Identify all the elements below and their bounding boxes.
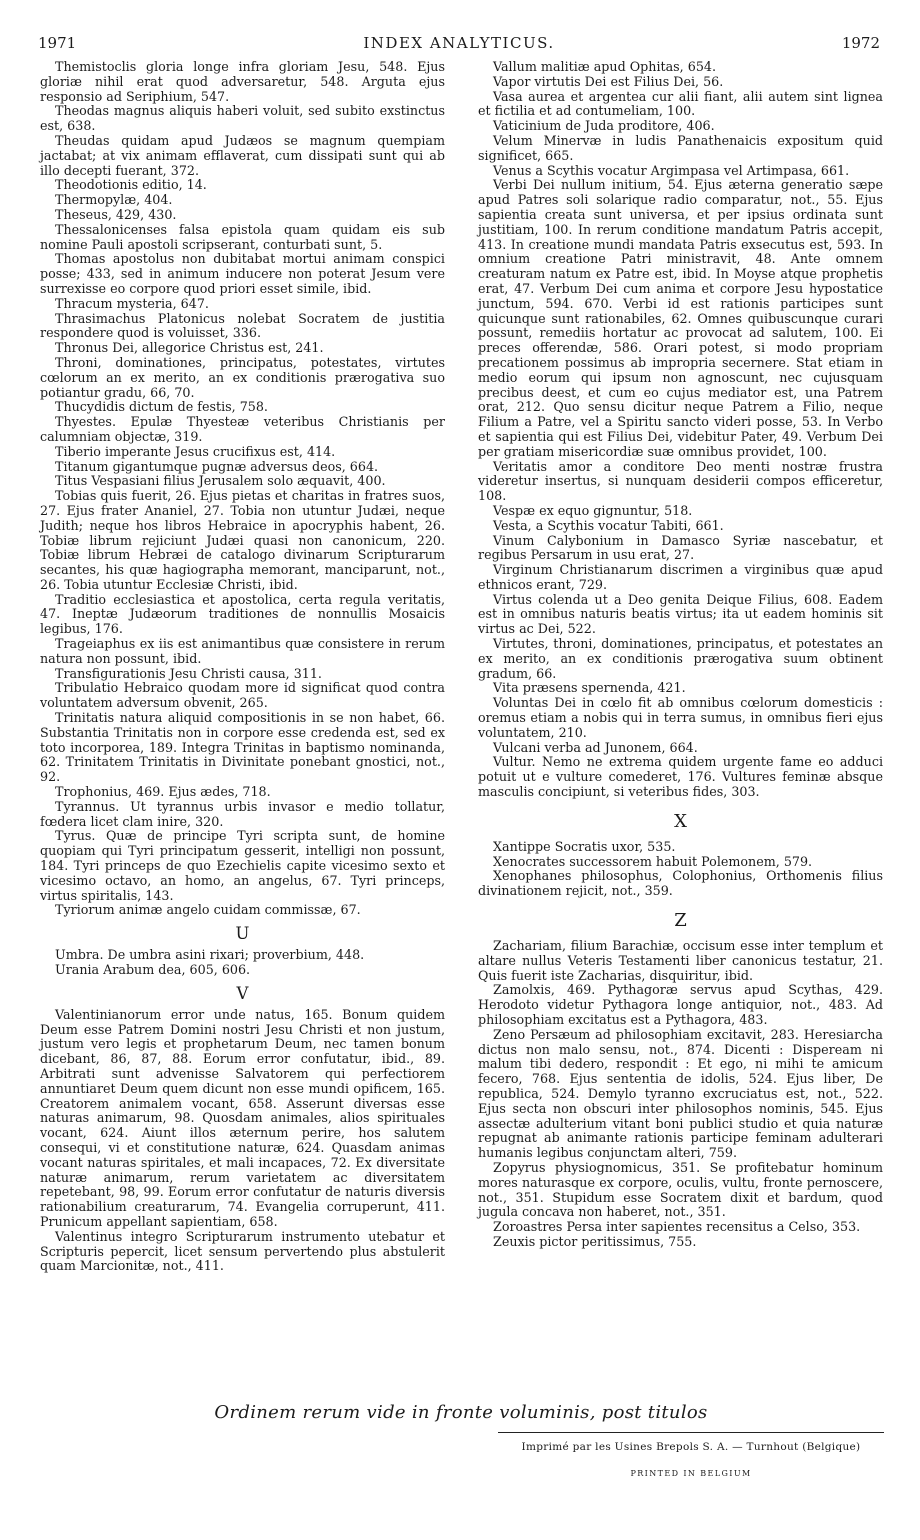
index-entry: Velum Minervæ in ludis Panathenaicis expositum quid significet, 665. [478,132,883,163]
index-entry: Vultur. Nemo ne extrema quidem urgente fame eo adduci potuit ut e vulture comederet, 176. Vultures feminæ absque masculis concipiunt, si veteribus fides, 303. [478,754,883,800]
entries-z [478,939,883,1250]
index-entry: Trinitatis natura aliquid compositionis in se non habet, 66. Substantia Trinitatis non in corpore esse credenda est, sed ex toto incorporea, 189. Integra Trinitas in baptismo nominanda, 62. Trinitatem Trinitatis in Divinitate ponebant gnostici, not., 92. [40,710,445,785]
index-entry: Vapor virtutis Dei est Filius Dei, 56. [493,73,724,89]
index-entry: Xenocrates successorem habuit Polemonem, 579. [493,853,813,869]
index-entry: Thessalonicenses falsa epistola quam quidam eis sub nomine Pauli apostoli scripserant, conturbati sunt, 5. [40,221,445,252]
index-entry: Thomas apostolus non dubitabat mortui animam conspici posse; 433, sed in animum inducere non poterat Jesum vere surrexisse eo corpore quod priori esset simile, ibid. [40,251,445,296]
section-heading-v: V [236,983,249,1003]
index-entry: Virginum Christianarum discrimen a virginibus quæ apud ethnicos erant, 729. [478,562,883,592]
index-entry: Transfigurationis Jesu Christi causa, 311. [55,665,322,681]
running-title: INDEX ANALYTICUS. [363,34,555,52]
index-entry: Zeno Persæum ad philosophiam excitavit, 283. Heresiarcha dictus non malo sensu, not., 874. Dicenti : Dispeream ni malum tibi dedero, respondit : Et ego, ni mihi te amicum fecero, 768. Ejus sententia de idolis, 524. Ejus liber, De republica, 524. Demylo tyranno excruciatus est, not., 522. Ejus secta non obscuri inter philosophos nominis, 545. Ejus assectæ adulterium vitant boni publici studio et quia naturæ repugnat ab animante rationis participe feminam adulterari humanis legibus conjunctam alteri, 759. [478,1026,883,1161]
index-entry: Zachariam, filium Barachiæ, occisum esse inter templum et altare nullus Veteris Testamenti liber canonicus testatur, 21. Quis fuerit iste Zacharias, disquiritur, ibid. [478,938,883,983]
index-entry: Vespæ ex equo gignuntur, 518. [493,502,693,518]
index-entry: Tiberio imperante Jesus crucifixus est, 414. [55,443,336,459]
index-entry: Thyestes. Epulæ Thyesteæ veteribus Christianis per calumniam objectæ, 319. [40,414,445,444]
entries-v [40,1008,445,1274]
index-entry: Tyrannus. Ut tyrannus urbis invasor e medio tollatur, fœdera licet clam inire, 320. [40,798,445,829]
index-entry: Thracum mysteria, 647. [55,295,209,311]
entries-x [478,840,883,899]
left-column [40,60,445,1274]
index-entry: Theodas magnus aliquis haberi voluit, sed subito exstinctus est, 638. [40,103,445,134]
index-entry: Vesta, a Scythis vocatur Tabiti, 661. [493,517,724,533]
index-entry: Voluntas Dei in cœlo fit ab omnibus cœlorum domesticis : oremus etiam a nobis qui in terra sumus, in omnibus fieri ejus voluntatem, 210. [478,695,883,740]
index-entry: Throni, dominationes, principatus, potestates, virtutes cœlorum an ex merito, an ex conditionis prærogativa suo potiantur gradu, 66, 70. [40,354,445,400]
index-entry: Titanum gigantumque pugnæ adversus deos, 664. [55,458,379,474]
index-entry: Zeuxis pictor peritissimus, 755. [493,1233,697,1249]
section-heading-u: U [235,924,250,944]
index-entry: Titus Vespasiani filius Jerusalem solo æquavit, 400. [55,473,386,489]
index-entry: Zamolxis, 469. Pythagoræ servus apud Scythas, 429. Herodoto videtur Pythagora longe antiquior, not., 483. Ad philosophiam excitatus est a Pythagora, 483. [478,982,883,1028]
index-entry: Virtutes, throni, dominationes, principatus, et potestates an ex merito, an ex conditionis prærogativa suum obtinent gradum, 66. [478,636,883,681]
entries-v-continued [478,60,883,800]
index-entry: Valentinus integro Scripturarum instrumento utebatur et Scripturis pepercit, licet sensum pervertendo plus abstulerit quam Marcionitæ, not., 411. [40,1228,445,1274]
index-entry: Xantippe Socratis uxor, 535. [493,838,676,854]
index-entry: Theudas quidam apud Judæos se magnum quempiam jactabat; at vix animam efflaverat, cum dissipati sunt qui ab illo decepti fuerant, 372. [40,132,445,178]
index-entry: Thermopylæ, 404. [55,192,173,208]
index-entry: Valentinianorum error unde natus, 165. Bonum quidem Deum esse Patrem Domini nostri Jesu Christi et non justum, justum vero legis et prophetarum Deum, nec tamen bonum dicebant, 86, 87, 88. Eorum error confutatur, ibid., 89. Arbitrati sunt advenisse Salvatorem qui perfectiorem annuntiaret Deum quem dicunt non esse mundi opificem, 165. Creatorem animalem vocant, 658. Asserunt diversas esse naturas animarum, 98. Quosdam animales, alios spirituales vocant, 624. Aiunt illos æternum perire, hos salutem consequi, vi et constitutione naturæ, 624. Quasdam animas vocant naturas spiritales, et mali incapaces, 72. Ex diversitate naturæ animarum, rerum varietatem ac diversitatem repetebant, 98, 99. Eorum error confutatur de naturis diversis rationabilium creaturarum, 74. Evangelia corruperunt, 411. Prunicum appellant sapientiam, 658. [40,1006,445,1229]
index-entry: Verbi Dei nullum initium, 54. Ejus æterna generatio sæpe apud Patres soli solarique radio comparatur, not., 55. Ejus sapientia creata sunt universa, et per ipsius ordinata sunt justitiam, 100. In rerum conditione mandatum Patris accepit, 413. In creatione mundi mandata Patris exsecutus est, 593. In omnium creatione Patri ministravit, 48. Ante omnem creaturam natum ex Patre est, ibid. In Moyse atque prophetis erat, 47. Verbum Dei cum anima et corpore Jesu hypostatice junctum, 594. 670. Verbi id est rationis participes sunt quicunque sunt rationabiles, 62. Omnes quibuscunque curari possunt, remediis hortatur ac provocat ad salutem, 100. Ei preces offerendæ, 586. Orari potest, si modo propriam precationem possimus ab impropria secernere. Stat etiam in medio eorum qui ipsum non agnoscunt, nec cujusquam precibus deest, et cum eo cujus mediator est, una Patrem orat, 212. Quo sensu dicitur neque Patrem a Filio, neque Filium a Patre, vel a Spiritu sancto videri posse, 53. In Verbo et sapientia qui est Filius Dei, videbitur Pater, 49. Verbum Dei per gratiam misericordiæ suæ omnibus providet, 100. [478,177,883,459]
index-entry: Vasa aurea et argentea cur alii fiant, alii autem sint lignea et fictilia et ad contumeliam, 100. [478,88,883,119]
index-entry: Trageiaphus ex iis est animantibus quæ consistere in rerum natura non possunt, ibid. [40,636,445,666]
index-entry: Vita præsens spernenda, 421. [493,680,686,696]
index-entry: Xenophanes philosophus, Colophonius, Orthomenis filius divinationem rejicit, not., 359. [478,868,883,899]
printed-in-line: PRINTED IN BELGIUM [630,1469,752,1478]
section-heading-x: X [674,810,687,832]
page-number-right: 1972 [841,34,880,52]
index-entry: Veritatis amor a conditore Deo menti nostræ frustra videretur insertus, si nunquam desiderii compos efficeretur, 108. [478,458,883,504]
index-entry: Tyrus. Quæ de principe Tyri scripta sunt, de homine quopiam qui Tyri principatum gesserit, intelligi non possunt, 184. Tyri princeps de quo Ezechielis capite vicesimo sexto et vicesimo octavo, an homo, an angelus, 67. Tyri princeps, virtus spiritalis, 143. [40,828,445,903]
section-heading-z: Z [674,910,687,932]
index-entry: Tyriorum animæ angelo cuidam commissæ, 67. [55,902,361,918]
index-entry: Thronus Dei, allegorice Christus est, 241. [55,340,324,356]
index-entry: Themistoclis gloria longe infra gloriam Jesu, 548. Ejus gloriæ nihil erat quod adversaretur, 548. Arguta ejus responsio ad Seriphium, 547. [40,59,445,104]
index-entry: Trophonius, 469. Ejus ædes, 718. [55,784,271,800]
index-entry: Tobias quis fuerit, 26. Ejus pietas et charitas in fratres suos, 27. Ejus frater Ananiel, 27. Tobia non utuntur Judæi, neque Judith; neque hos libros Hebraice in apocryphis habent, 26. Tobiæ librum rejiciunt Judæi quasi non canonicum, 220. Tobiæ librum Hebræi de catalogo divinarum Scripturarum secantes, his quæ hagiographa memorant, manciparunt, not., 26. Tobia utuntur Ecclesiæ Christi, ibid. [40,488,445,592]
footer-note: Ordinem rerum vide in fronte voluminis, post titulos [214,1402,708,1423]
index-entry: Vallum malitiæ apud Ophitas, 654. [493,59,716,74]
index-entry: Vinum Calybonium in Damasco Syriæ nascebatur, et regibus Persarum in usu erat, 27. [478,532,883,563]
index-entry: Vaticinium de Juda proditore, 406. [493,118,715,134]
index-entry: Urania Arabum dea, 605, 606. [55,962,251,978]
entries-u [40,948,445,978]
footer-rule [498,1432,884,1433]
page-number-left: 1971 [38,34,77,52]
printer-imprint: Imprimé par les Usines Brepols S. A. — Turnhout (Belgique) [521,1441,861,1453]
index-entry: Thucydidis dictum de festis, 758. [55,399,268,415]
index-entry: Tribulatio Hebraico quodam more id significat quod contra voluntatem adversum obvenit, 265. [40,680,445,711]
index-entry: Virtus colenda ut a Deo genita Deique Filius, 608. Eadem est in omnibus naturis beatis virtus; ita ut eadem hominis sit virtus ac Dei, 522. [478,591,883,637]
index-entry: Vulcani verba ad Junonem, 664. [493,739,698,755]
index-entry: Venus a Scythis vocatur Argimpasa vel Artimpasa, 661. [493,162,850,178]
page-header [38,34,880,58]
right-column [478,60,883,1250]
entries-t [40,60,445,918]
index-entry: Theseus, 429, 430. [55,206,177,222]
index-entry: Umbra. De umbra asini rixari; proverbium, 448. [55,947,365,963]
index-entry: Zoroastres Persa inter sapientes recensitus a Celso, 353. [493,1219,861,1235]
index-entry: Theodotionis editio, 14. [55,177,207,193]
index-entry: Zopyrus physiognomicus, 351. Se profitebatur hominum mores naturasque ex corpore, oculis, vultu, fronte pernoscere, not., 351. Stupidum esse Socratem dixit et bardum, quod jugula concava non haberet, not., 351. [478,1159,883,1220]
index-entry: Thrasimachus Platonicus nolebat Socratem de justitia respondere quod is voluisset, 336. [40,310,445,341]
index-entry: Traditio ecclesiastica et apostolica, certa regula veritatis, 47. Ineptæ Judæorum traditiones de nonnullis Mosaicis legibus, 176. [40,591,445,637]
